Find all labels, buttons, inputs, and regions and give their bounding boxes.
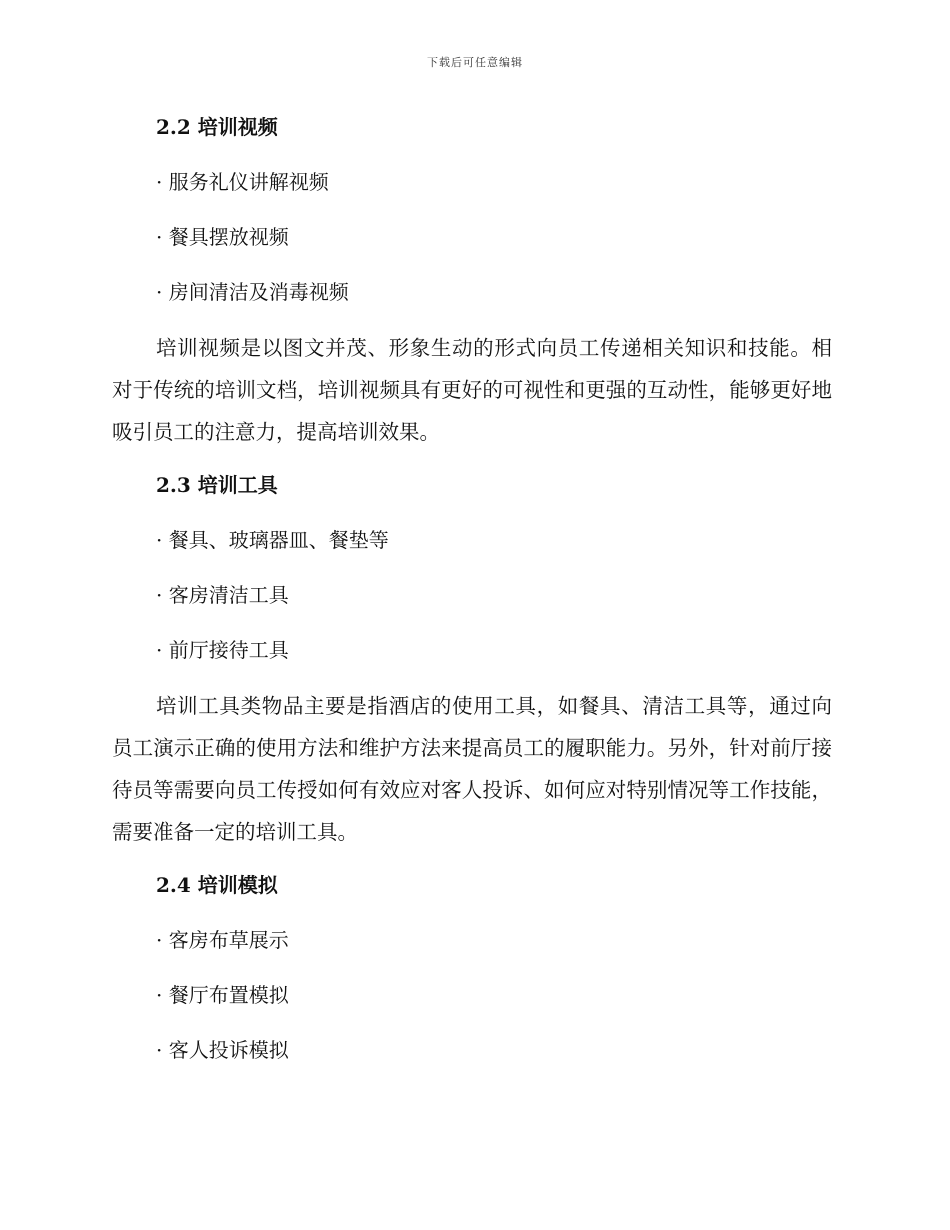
document-body [112, 107, 832, 1085]
bullet-item: · 服务礼仪讲解视频 [156, 170, 329, 194]
bullet-item: · 餐厅布置模拟 [156, 983, 289, 1007]
bullet-item: · 前厅接待工具 [156, 638, 289, 662]
paragraph-tools: 培训工具类物品主要是指酒店的使用工具，如餐具、清洁工具等，通过向员工演示正确的使用方法和维护方法来提高员工的履职能力。另外，针对前厅接待员等需要向员工传授如何有效应对客人投诉、如何应对特别情况等工作技能，需要准备一定的培训工具。 [112, 694, 832, 844]
bullet-item: · 客人投诉模拟 [156, 1038, 289, 1062]
header-note: 下载后可任意编辑 [427, 56, 523, 69]
section-heading-videos: 2.2 培训视频 [156, 115, 278, 139]
section-heading-tools: 2.3 培训工具 [156, 473, 278, 497]
bullet-item: · 客房布草展示 [156, 928, 289, 952]
bullet-item: · 餐具、玻璃器皿、餐垫等 [156, 528, 389, 552]
paragraph-videos: 培训视频是以图文并茂、形象生动的形式向员工传递相关知识和技能。相对于传统的培训文档，培训视频具有更好的可视性和更强的互动性，能够更好地吸引员工的注意力，提高培训效果。 [112, 336, 832, 444]
bullet-item: · 房间清洁及消毒视频 [156, 280, 349, 304]
section-heading-simulation: 2.4 培训模拟 [156, 873, 278, 897]
bullet-item: · 餐具摆放视频 [156, 225, 289, 249]
bullet-item: · 客房清洁工具 [156, 583, 289, 607]
